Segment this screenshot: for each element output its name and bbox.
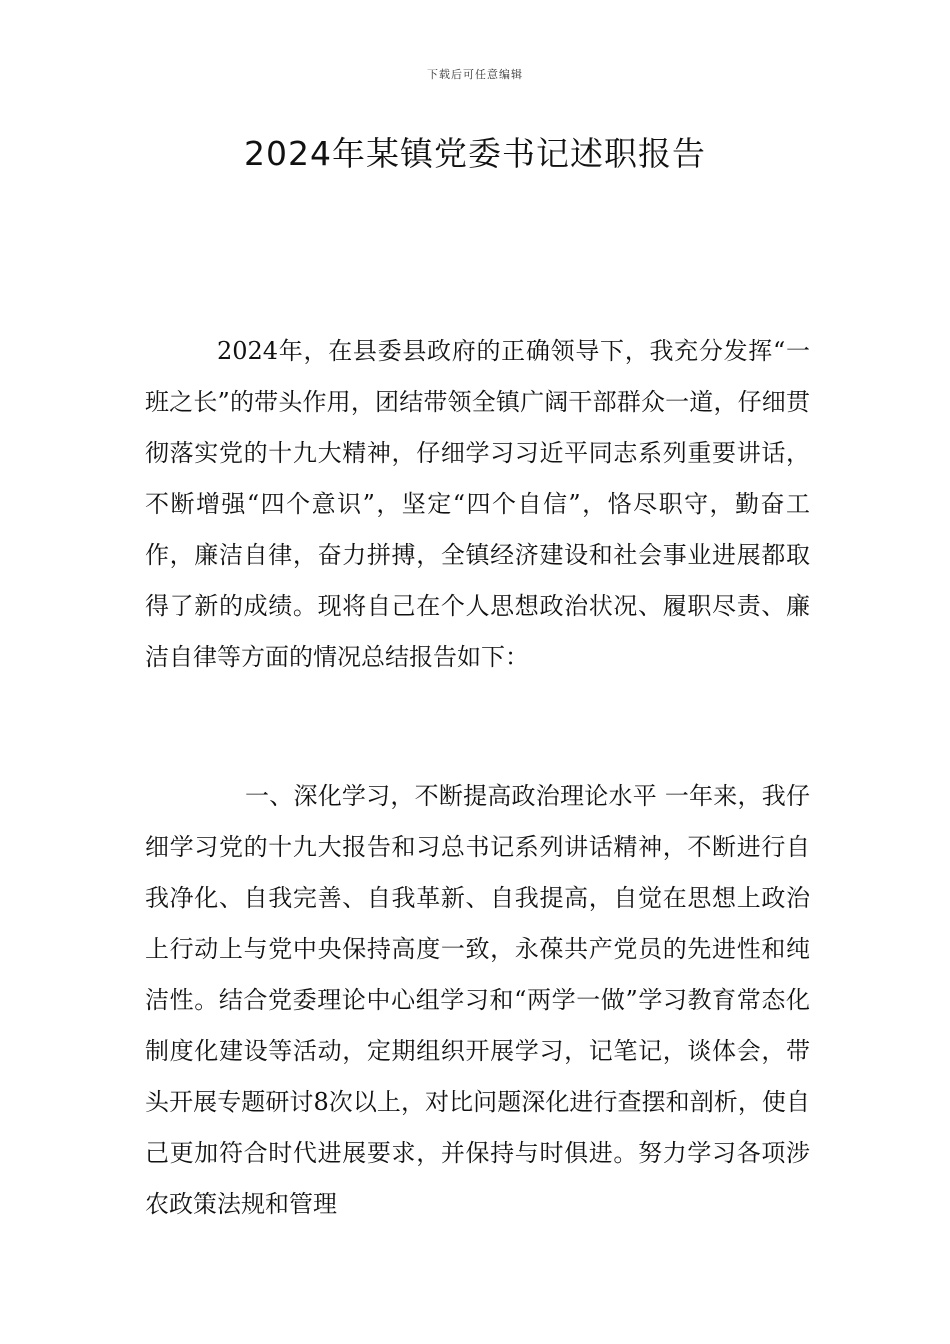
paragraph-intro: 2024年，在县委县政府的正确领导下，我充分发挥“一班之长”的带头作用，团结带领全镇广阔干部群众一道，仔细贯彻落实党的十九大精神，仔细学习习近平同志系列重要讲话，不断增强“四个意识”，坚定“四个自信”，恪尽职守，勤奋工作，廉洁自律，奋力拼搏，全镇经济建设和社会事业进展都取得了新的成绩。现将自己在个人思想政治状况、履职尽责、廉洁自律等方面的情况总结报告如下： [145, 337, 810, 671]
paragraph-section-one: 一、深化学习，不断提高政治理论水平 一年来，我仔细学习党的十九大报告和习总书记系列讲话精神，不断进行自我净化、自我完善、自我革新、自我提高，自觉在思想上政治上行动上与党中央保持高度一致，永葆共产党员的先进性和纯洁性。结合党委理论中心组学习和“两学一做”学习教育常态化制度化建设等活动，定期组织开展学习，记笔记，谈体会，带头开展专题研讨8次以上，对比问题深化进行查摆和剖析，使自己更加符合时代进展要求，并保持与时俱进。努力学习各项涉农政策法规和管理 [145, 782, 810, 1218]
document-title: 2024年某镇党委书记述职报告 [244, 134, 706, 173]
header-note: 下载后可任意编辑 [427, 68, 523, 81]
